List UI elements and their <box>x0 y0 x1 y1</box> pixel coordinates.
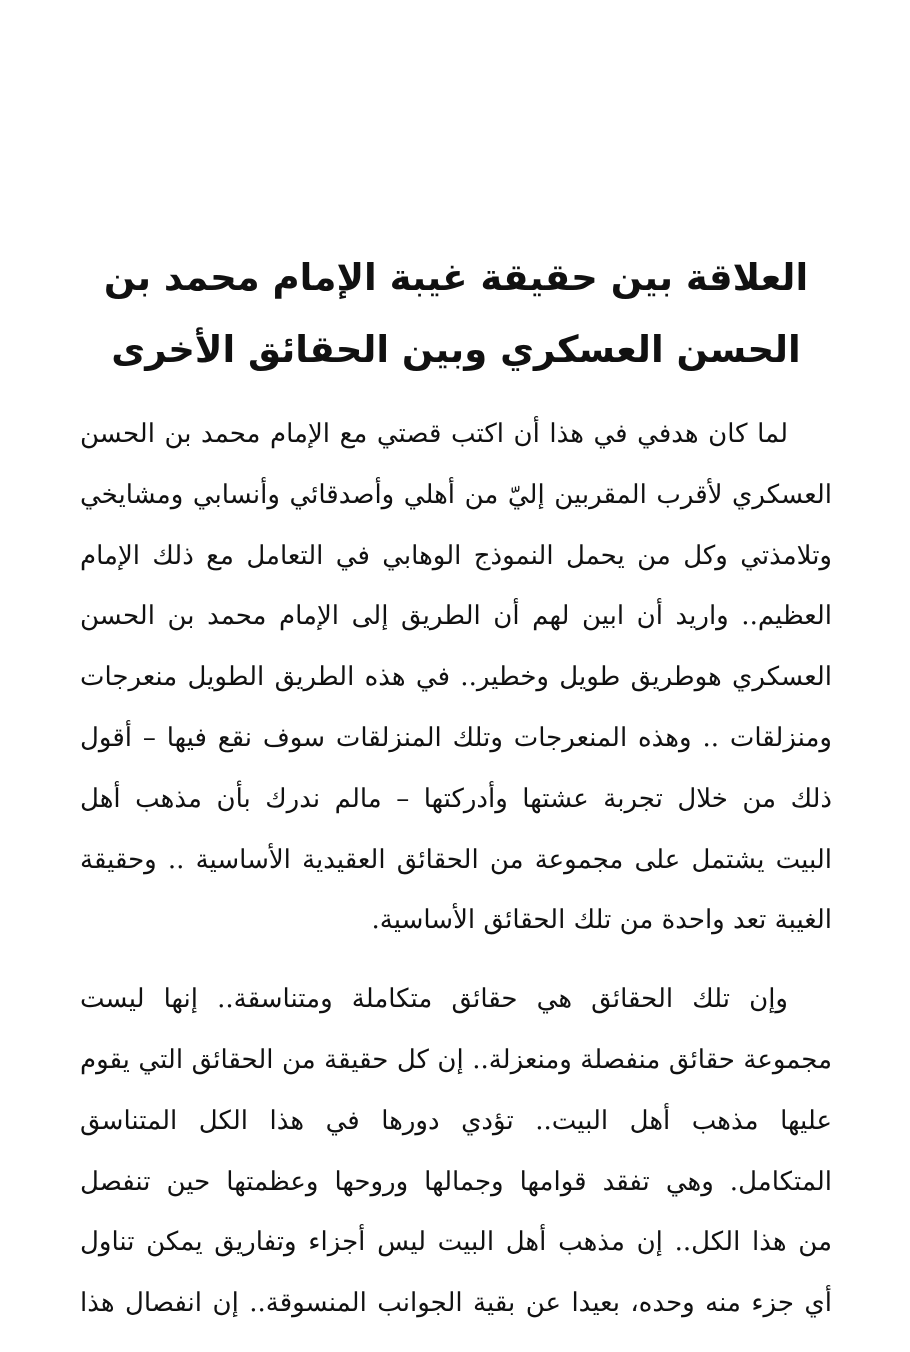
paragraph-1 <box>80 404 832 951</box>
paragraph-2 <box>80 969 832 1334</box>
text-line: أي جزء منه وحده، بعيدا عن بقية الجوانب المنسوقة.. إن انفصال هذا <box>80 1288 832 1319</box>
text-line: العظيم.. واريد أن ابين لهم أن الطريق إلى الإمام محمد بن الحسن <box>80 601 832 632</box>
text-line: وتلامذتي وكل من يحمل النموذج الوهابي في التعامل مع ذلك الإمام <box>80 540 832 571</box>
text-line: ومنزلقات .. وهذه المنعرجات وتلك المنزلقات سوف نقع فيها – أقول <box>80 722 832 753</box>
text-line: الغيبة تعد واحدة من تلك الحقائق الأساسية. <box>371 905 832 936</box>
chapter-title-line-2: الحسن العسكري وبين الحقائق الأخرى <box>111 328 801 371</box>
text-line: ذلك من خلال تجربة عشتها وأدركتها – مالم ندرك بأن مذهب أهل <box>80 783 832 814</box>
chapter-title <box>80 242 832 386</box>
text-line: وإن تلك الحقائق هي حقائق متكاملة ومتناسقة.. إنها ليست <box>80 984 788 1015</box>
body-text <box>80 404 832 1334</box>
text-line: العسكري هوطريق طويل وخطير.. في هذه الطريق الطويل منعرجات <box>80 662 832 693</box>
text-line: لما كان هدفي في هذا أن اكتب قصتي مع الإمام محمد بن الحسن <box>80 419 788 449</box>
text-line: من هذا الكل.. إن مذهب أهل البيت ليس أجزاء وتفاريق يمكن تناول <box>80 1227 832 1258</box>
text-line: العسكري لأقرب المقربين إليّ من أهلي وأصدقائي وأنسابي ومشايخي <box>80 479 832 510</box>
text-line: مجموعة حقائق منفصلة ومنعزلة.. إن كل حقيقة من الحقائق التي يقوم <box>80 1044 832 1075</box>
text-line: البيت يشتمل على مجموعة من الحقائق العقيدية الأساسية .. وحقيقة <box>80 844 832 875</box>
chapter-title-line-1: العلاقة بين حقيقة غيبة الإمام محمد بن <box>103 256 809 299</box>
text-line: المتكامل. وهي تفقد قوامها وجمالها وروحها وعظمتها حين تنفصل <box>80 1166 832 1197</box>
text-line: عليها مذهب أهل البيت.. تؤدي دورها في هذا الكل المتناسق <box>80 1105 832 1136</box>
